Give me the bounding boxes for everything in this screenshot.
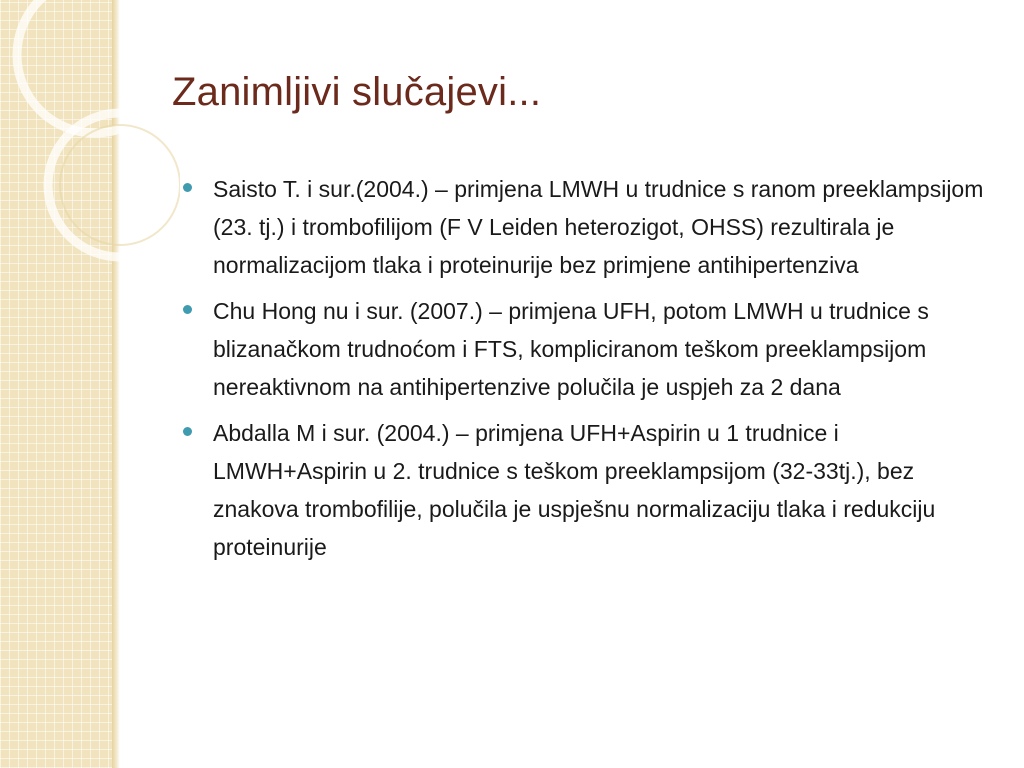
bullet-text: Abdalla M i sur. (2004.) – primjena UFH+Aspirin u 1 trudnice i LMWH+Aspirin u 2. trudnice s teškom preeklampsijom (32-33tj.), bez znakova trombofilije, polučila je uspješnu normalizaciju tlaka i redukciju proteinurije: [213, 420, 936, 560]
slide-title: Zanimljivi slučajevi...: [172, 70, 542, 114]
decorative-rings: [0, 0, 180, 320]
bullet-text: Chu Hong nu i sur. (2007.) – primjena UFH, potom LMWH u trudnice s blizanačkom trudnoćom i FTS, kompliciranom teškom preeklampsijom nereaktivnom na antihipertenzive polučila je uspjeh za 2 dana: [213, 298, 929, 400]
bullet-list: [183, 170, 995, 574]
bullet-item: [183, 170, 995, 284]
bullet-item: [183, 414, 995, 566]
bullet-text: Saisto T. i sur.(2004.) – primjena LMWH u trudnice s ranom preeklampsijom (23. tj.) i trombofilijom (F V Leiden heterozigot, OHSS) rezultirala je normalizacijom tlaka i proteinurije bez primjene antihipertenziva: [213, 176, 984, 278]
bullet-dot-icon: [183, 305, 192, 314]
bullet-item: [183, 292, 995, 406]
bullet-dot-icon: [183, 427, 192, 436]
decorative-ring-lower-inner: [60, 125, 180, 245]
bullet-dot-icon: [183, 183, 192, 192]
